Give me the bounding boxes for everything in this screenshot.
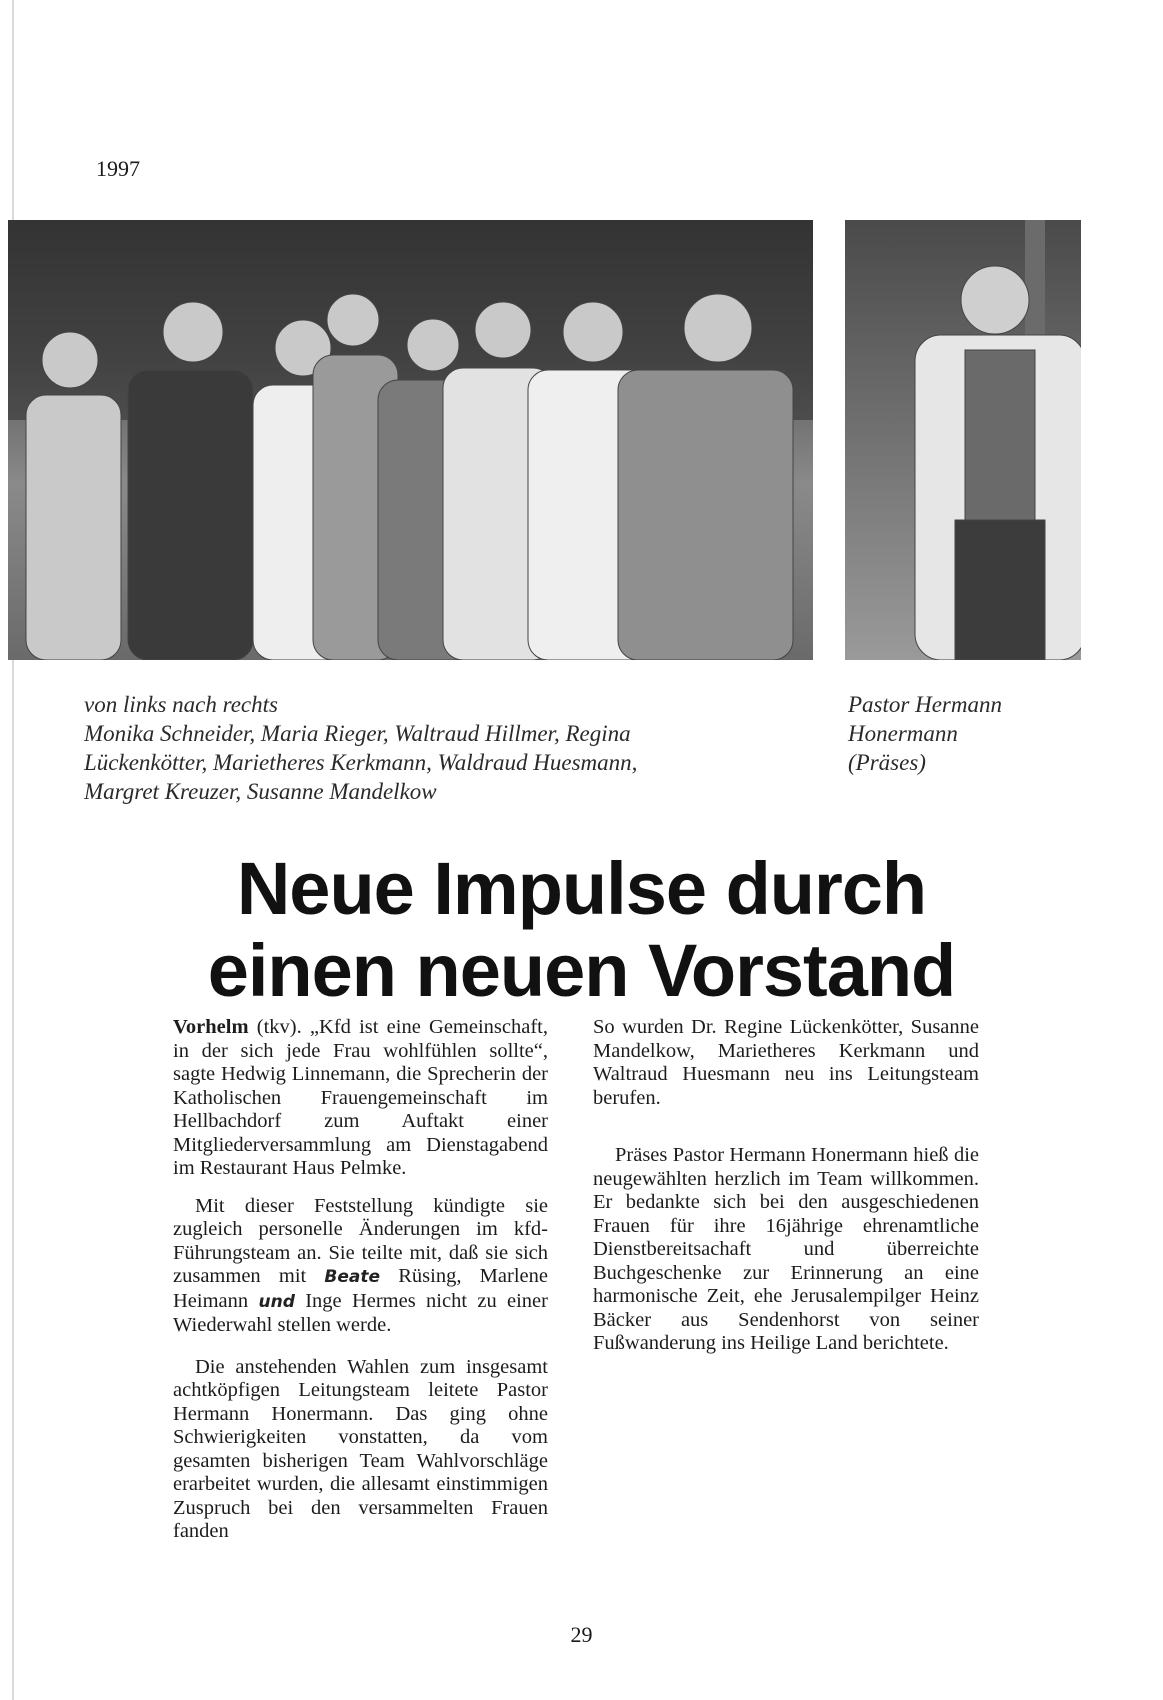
pastor-photo xyxy=(845,220,1081,660)
caption-line: (Präses) xyxy=(848,750,926,775)
paragraph-text: Die anstehenden Wahlen zum insgesamt achtköpfigen Leitungsteam leitete Pastor Hermann Honermann. Das ging ohne Schwierigkeiten vonstatten, da vom gesamten bisherigen Team Wahlvorschläge erarbeitet wurden, die allesamt einstimmigen Zuspruch bei den versammelten Frauen fanden xyxy=(173,1355,548,1542)
headline-line: einen neuen Vorstand xyxy=(207,929,956,1012)
handwritten-correction: Beate xyxy=(324,1267,381,1287)
headline-line: Neue Impulse durch xyxy=(236,847,927,930)
page-number: 29 xyxy=(570,1622,593,1647)
paragraph xyxy=(173,1195,548,1338)
pastor-photo-graphic xyxy=(845,220,1081,660)
paragraph-text: (tkv). „Kfd ist eine Gemeinschaft, in der sich jede Frau wohlfühlen sollte“, sagte Hedwig Linnemann, die Sprecherin der Katholischen Frauengemeinschaft im Hellbachdorf zum Auftakt einer Mitgliederversammlung am Dienstagabend im Restaurant Haus Pelmke. xyxy=(173,1016,548,1179)
paragraph xyxy=(173,1016,548,1181)
caption-line: Margret Kreuzer, Susanne Mandelkow xyxy=(84,779,437,804)
caption-line: Monika Schneider, Maria Rieger, Waltraud Hillmer, Regina xyxy=(84,721,631,746)
article-column-right xyxy=(593,1016,979,1378)
dateline: Vorhelm xyxy=(173,1016,249,1038)
paragraph-text: Präses Pastor Hermann Honermann hieß die neugewählten herzlich im Team willkommen. Er bedankte sich bei den ausgeschiedenen Frauen für ihre 16jährige ehrenamtliche Dienstbereitsachaft und überreichte Buchgeschenke zur Erinnerung an eine harmonische Zeit, ehe Jerusalempilger Heinz Bäcker aus Sendenhorst von seiner Fußwanderung ins Heilige Land berichtete. xyxy=(593,1144,979,1354)
caption-line: Lückenkötter, Marietheres Kerkmann, Waldraud Huesmann, xyxy=(84,750,638,775)
paragraph xyxy=(593,1016,979,1110)
group-photo-caption xyxy=(84,690,784,806)
caption-line: Pastor Hermann xyxy=(848,692,1002,717)
group-photo xyxy=(8,220,813,660)
caption-line: von links nach rechts xyxy=(84,692,278,717)
paragraph-text: Rüsing, Marlene Heimann xyxy=(173,1265,548,1312)
article-column-left xyxy=(173,1016,548,1558)
year-label: 1997 xyxy=(96,156,140,181)
article-headline xyxy=(0,848,1163,1012)
paragraph-text: Mit dieser Feststellung kündigte sie zugleich personelle Änderungen im kfd-Führungsteam an. Sie teilte mit, daß sie sich zusammen mit xyxy=(173,1194,548,1287)
pastor-photo-caption xyxy=(848,690,1068,777)
paragraph-text: Inge Hermes nicht zu einer Wiederwahl stellen werde. xyxy=(173,1289,548,1336)
group-photo-graphic xyxy=(8,220,813,660)
handwritten-correction: und xyxy=(258,1291,295,1312)
paragraph xyxy=(593,1144,979,1356)
paragraph-text: So wurden Dr. Regine Lückenkötter, Susanne Mandelkow, Marietheres Kerkmann und Waltraud Huesmann neu ins Leitungsteam berufen. xyxy=(593,1016,979,1109)
paragraph xyxy=(173,1356,548,1544)
caption-line: Honermann xyxy=(848,721,958,746)
